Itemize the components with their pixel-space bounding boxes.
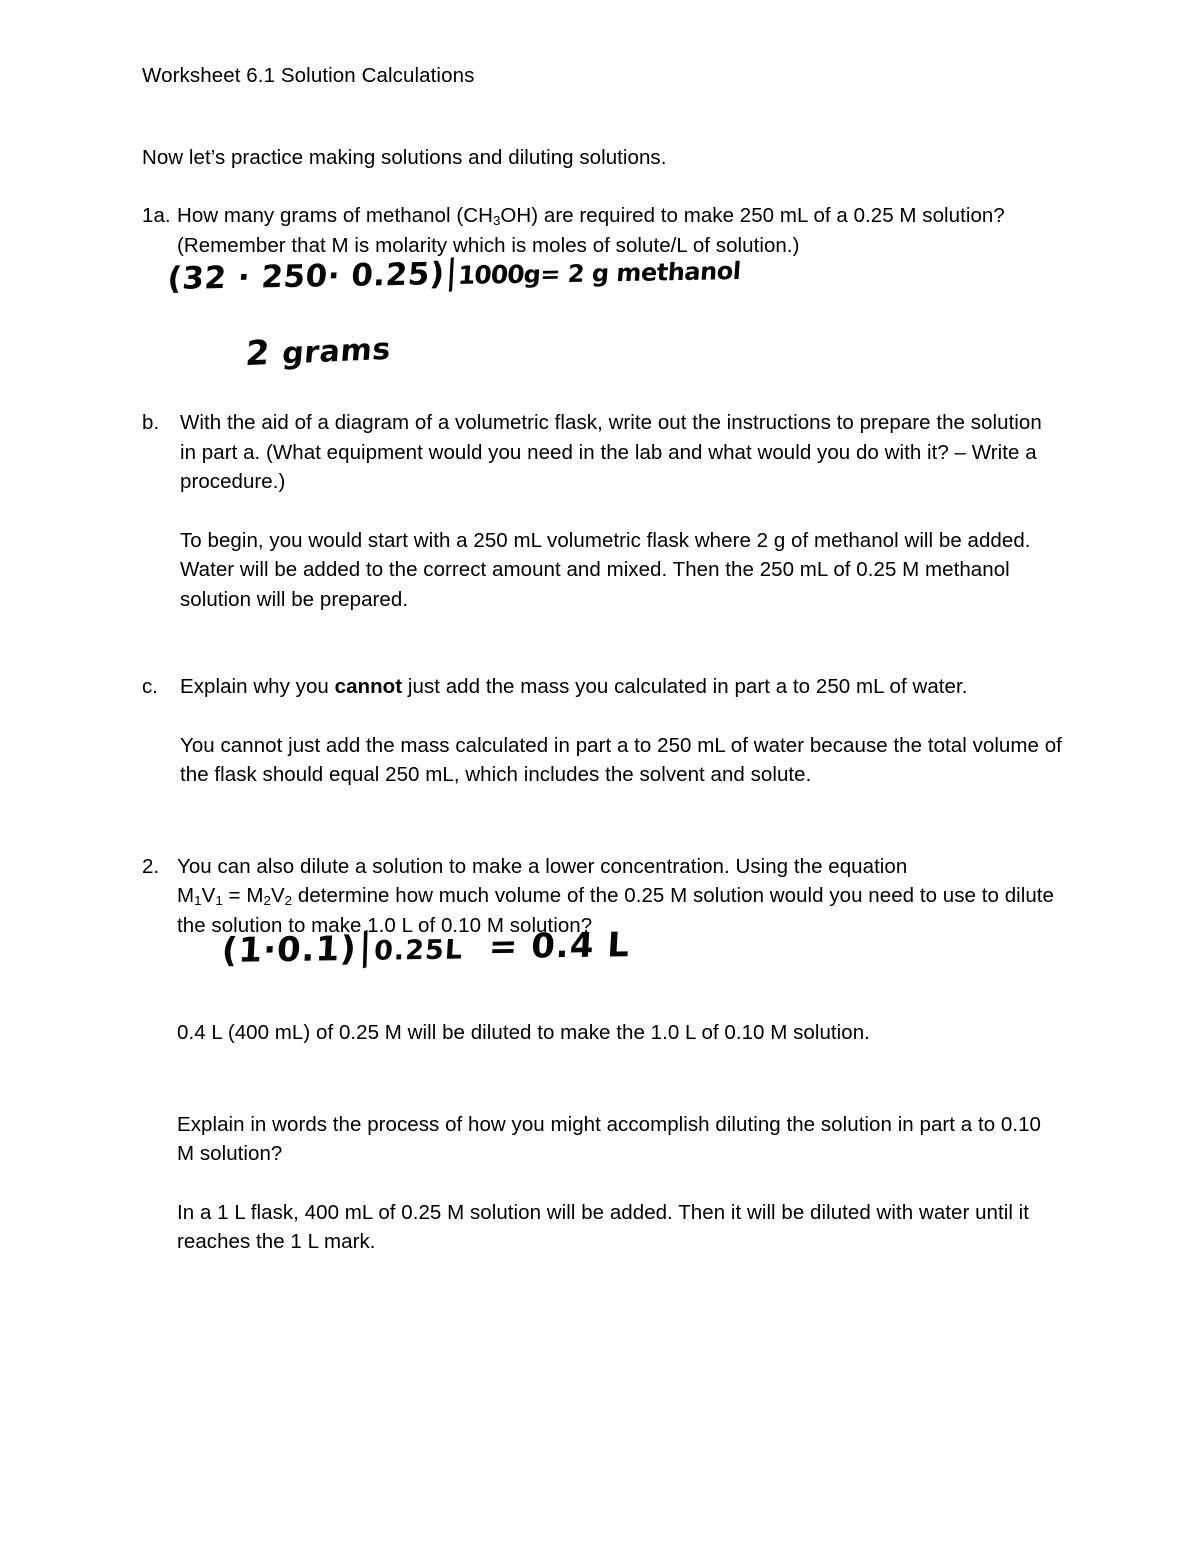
question-2-line1: You can also dilute a solution to make a lower concentration. Using the equation xyxy=(177,854,908,878)
spacer xyxy=(142,1048,1062,1110)
question-1c-prompt-part1: Explain why you xyxy=(180,675,335,698)
spacer xyxy=(142,614,1062,672)
eq-v2: V xyxy=(270,884,285,907)
handwritten-eq1-denominator: 1000 xyxy=(456,259,525,290)
question-1c xyxy=(142,672,1062,702)
handwritten-eq2-slash: / xyxy=(353,921,378,976)
question-1a-text-after: OH) are required to make 250 mL of a 0.25 M solution? xyxy=(500,204,1005,227)
question-1c-emphasis: cannot xyxy=(334,675,403,698)
question-1a-body xyxy=(177,201,1062,260)
handwritten-eq2-result: = 0.4 L xyxy=(487,925,632,968)
answer-1b: To begin, you would start with a 250 mL volumetric flask where 2 g of methanol will be added. Water will be added to the correct amount and mixed. Then the 250 mL of 0.25 M methanol solution will be prepared. xyxy=(180,528,1031,611)
question-1b-marker: b. xyxy=(142,411,160,434)
question-2-line2: determine how much volume of the 0.25 M solution would you need to use to dilute the solution to make 1.0 L of 0.10 M solution? xyxy=(177,884,1054,937)
question-1b xyxy=(142,408,1062,497)
eq-v2-subscript: 2 xyxy=(284,892,293,908)
page-title: Worksheet 6.1 Solution Calculations xyxy=(142,64,475,87)
eq-m1-subscript: 1 xyxy=(194,892,202,908)
eq-m1: M xyxy=(177,884,195,907)
handwritten-eq1-tail: g= 2 g methanol xyxy=(522,257,742,289)
question-1a xyxy=(142,201,1062,260)
handwritten-equation-2 xyxy=(220,921,632,976)
question-1b-prompt: With the aid of a diagram of a volumetric flask, write out the instructions to prepare the solution in part a. (What equipment would you need in the lab and what would you do with it? – Write a procedure.) xyxy=(180,411,1042,493)
handwritten-eq1-slash: / xyxy=(441,250,462,299)
eq-m2-subscript: 2 xyxy=(263,892,271,908)
spacer xyxy=(142,172,1062,201)
spacer xyxy=(142,497,1062,526)
spacer xyxy=(142,790,1062,852)
handwritten-eq2-numerator: (1·0.1) xyxy=(220,928,358,971)
handwritten-eq1-numerator: (32 · 250· 0.25) xyxy=(166,256,446,297)
intro-paragraph: Now let’s practice making solutions and diluting solutions. xyxy=(142,145,667,169)
eq-equals: = xyxy=(222,884,247,907)
document-body xyxy=(142,66,1062,1257)
answer-2b: In a 1 L flask, 400 mL of 0.25 M solution will be added. Then it will be diluted with water until it reaches the 1 L mark. xyxy=(177,1200,1030,1253)
handwritten-answer1-value: 2 xyxy=(244,333,272,375)
methanol-subscript: 3 xyxy=(492,212,501,228)
question-1c-prompt-part2: just add the mass you calculated in part a to 250 mL of water. xyxy=(402,675,968,698)
question-1c-marker: c. xyxy=(142,675,159,698)
eq-v1: V xyxy=(201,884,216,907)
spacer xyxy=(142,702,1062,731)
question-1a-parenthetical: (Remember that M is molarity which is moles of solute/L of solution.) xyxy=(177,233,800,257)
eq-v1-subscript: 1 xyxy=(215,892,223,908)
answer-1c: You cannot just add the mass calculated in part a to 250 mL of water because the total volume of the flask should equal 250 mL, which includes the solvent and solute. xyxy=(180,733,1062,786)
question-1c-prompt xyxy=(180,672,1062,702)
question-1a-marker: 1a. xyxy=(142,204,171,227)
question-1a-text-before: How many grams of methanol (CH xyxy=(177,204,493,227)
eq-m2: M xyxy=(246,884,264,907)
handwritten-eq2-denominator: 0.25L xyxy=(373,934,464,967)
question-2-prompt2: Explain in words the process of how you might accomplish diluting the solution in part a to 0.10 M solution? xyxy=(177,1112,1041,1165)
answer-2a: 0.4 L (400 mL) of 0.25 M will be diluted to make the 1.0 L of 0.10 M solution. xyxy=(177,1021,870,1044)
question-2-marker: 2. xyxy=(142,854,160,878)
handwritten-answer-1 xyxy=(244,328,392,374)
spacer xyxy=(142,87,1062,143)
spacer xyxy=(142,1169,1062,1198)
handwritten-answer1-unit: grams xyxy=(280,331,393,372)
